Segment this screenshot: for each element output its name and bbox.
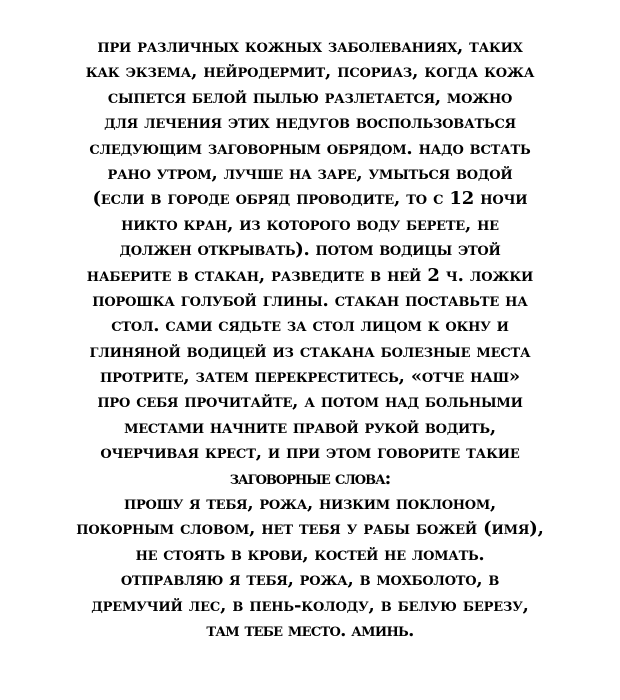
text-line: (если в городе обряд проводите, то с 12 ночи bbox=[92, 188, 528, 210]
spell-line: покорным словом, нет тебя у рабы божей (имя), bbox=[76, 518, 544, 540]
text-line: протрите, затем перекреститесь, «отче наш» bbox=[100, 366, 520, 388]
spell-line: прошу я тебя, рожа, низким поклоном, bbox=[124, 493, 496, 515]
text-line: при различных кожных заболеваниях, таких bbox=[97, 36, 523, 57]
spell-line: отправляю я тебя, рожа, в мохболото, в bbox=[120, 569, 500, 591]
spell-line: дремучий лес, в пень-колоду, в белую березу, bbox=[91, 594, 529, 616]
text-line: порошка голубой глины. стакан поставьте на bbox=[92, 289, 528, 311]
text-line: про себя прочитайте, а потом над больными bbox=[97, 391, 523, 413]
text-line: заговорные слова: bbox=[229, 467, 391, 489]
text-line: сыпется белой пылью разлетается, можно bbox=[107, 86, 513, 108]
text-line: стол. сами сядьте за стол лицом к окну и bbox=[111, 315, 509, 337]
text-line: следующим заговорным обрядом. надо встать bbox=[89, 137, 531, 159]
text-line: глиняной водицей из стакана болезные места bbox=[89, 340, 531, 362]
spell-line: не стоять в крови, костей не ломать. bbox=[135, 543, 485, 565]
text-line: никто кран, из которого воду берете, не bbox=[121, 213, 499, 235]
spell-paragraph bbox=[0, 491, 620, 643]
text-line: для лечения этих недугов воспользоваться bbox=[104, 112, 516, 134]
text-line: должен открывать). потом водицы этой bbox=[119, 239, 501, 261]
text-line: наберите в стакан, разведите в ней 2 ч. ложки bbox=[86, 264, 534, 286]
text-page bbox=[0, 34, 620, 643]
text-line: как экзема, нейродермит, псориаз, когда кожа bbox=[85, 61, 535, 83]
spell-line: там тебе место. аминь. bbox=[206, 619, 414, 641]
body-paragraph bbox=[0, 34, 620, 491]
text-line: очерчивая крест, и при этом говорите такие bbox=[100, 442, 520, 464]
text-line: местами начните правой рукой водить, bbox=[124, 416, 496, 438]
text-line: рано утром, лучше на заре, умыться водой bbox=[107, 162, 513, 184]
